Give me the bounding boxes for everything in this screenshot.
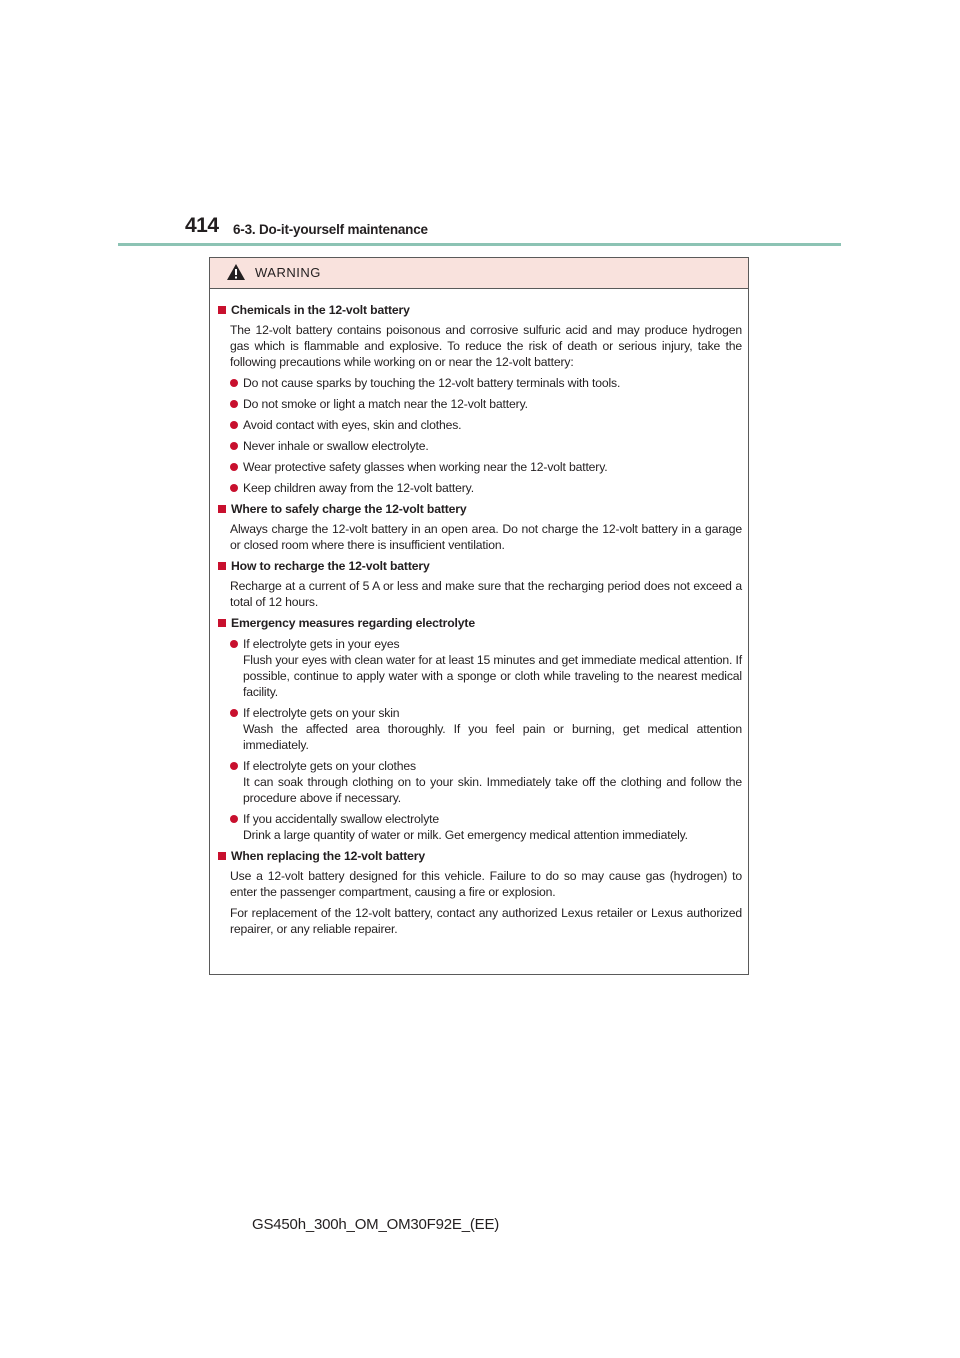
circle-bullet-icon [230,463,238,471]
list-item-text: Wear protective safety glasses when working near the 12-volt battery. [243,460,608,474]
list-item [230,705,742,753]
paragraph: The 12-volt battery contains poisonous and corrosive sulfuric acid and may produce hydrogen gas which is flammable and explosive. To reduce the risk of death or serious injury, take the following precautions while working on or near the 12-volt battery: [230,323,742,369]
list-item [230,636,742,700]
circle-bullet-icon [230,421,238,429]
list-item-title: If electrolyte gets on your clothes [243,759,416,773]
section-heading-text: Emergency measures regarding electrolyte [231,616,475,630]
list-item-text: Do not smoke or light a match near the 12-volt battery. [243,397,528,411]
square-bullet-icon [218,562,226,570]
header-rule [118,243,841,246]
section-heading [218,558,742,574]
list-item [230,438,742,454]
circle-bullet-icon [230,640,238,648]
circle-bullet-icon [230,709,238,717]
section-heading-text: Chemicals in the 12-volt battery [231,303,410,317]
list-item-title: If electrolyte gets on your skin [243,706,400,720]
list-item-text [243,705,742,753]
square-bullet-icon [218,306,226,314]
circle-bullet-icon [230,379,238,387]
paragraph: For replacement of the 12-volt battery, contact any authorized Lexus retailer or Lexus authorized repairer, or any reliable repairer. [230,906,742,936]
paragraph: Recharge at a current of 5 A or less and make sure that the recharging period does not exceed a total of 12 hours. [230,579,742,609]
circle-bullet-icon [230,442,238,450]
paragraph: Always charge the 12-volt battery in an open area. Do not charge the 12-volt battery in a garage or closed room where there is insufficient ventilation. [230,522,742,552]
list-item [230,375,742,391]
circle-bullet-icon [230,815,238,823]
warning-triangle-icon [226,263,246,281]
warning-body [210,289,748,937]
section-heading [218,848,742,864]
list-item-body: Flush your eyes with clean water for at least 15 minutes and get immediate medical attention. If possible, continue to apply water with a sponge or cloth while traveling to the nearest medical facility. [243,653,742,699]
list-item-title: If you accidentally swallow electrolyte [243,812,440,826]
list-item [230,758,742,806]
list-item [230,480,742,496]
list-item-text: Avoid contact with eyes, skin and clothes. [243,418,462,432]
warning-title: WARNING [255,265,321,280]
section-title: 6-3. Do-it-yourself maintenance [233,222,428,237]
list-item-text [243,758,742,806]
list-item-body: It can soak through clothing on to your skin. Immediately take off the clothing and follow the procedure above if necessary. [243,775,742,805]
list-item-text [243,811,742,843]
list-item-text [243,636,742,700]
document-code: GS450h_300h_OM_OM30F92E_(EE) [252,1216,500,1233]
list-item [230,459,742,475]
warning-box [209,257,749,975]
section-heading [218,501,742,517]
warning-header [210,258,748,289]
paragraph: Use a 12-volt battery designed for this vehicle. Failure to do so may cause gas (hydrogen) to enter the passenger compartment, causing a fire or explosion. [230,869,742,899]
square-bullet-icon [218,852,226,860]
list-item [230,811,742,843]
square-bullet-icon [218,619,226,627]
circle-bullet-icon [230,484,238,492]
list-item-text: Never inhale or swallow electrolyte. [243,439,429,453]
section-heading-text: How to recharge the 12-volt battery [231,559,430,573]
section-heading [218,302,742,318]
section-heading [218,615,742,631]
list-item [230,417,742,433]
section-heading-text: When replacing the 12-volt battery [231,849,426,863]
section-heading-text: Where to safely charge the 12-volt battery [231,502,467,516]
list-item-text: Do not cause sparks by touching the 12-volt battery terminals with tools. [243,376,621,390]
list-item [230,396,742,412]
list-item-body: Drink a large quantity of water or milk. Get emergency medical attention immediately. [243,828,688,842]
page-number: 414 [185,214,219,237]
list-item-body: Wash the affected area thoroughly. If you feel pain or burning, get medical attention immediately. [243,722,742,752]
circle-bullet-icon [230,762,238,770]
list-item-text: Keep children away from the 12-volt battery. [243,481,474,495]
list-item-title: If electrolyte gets in your eyes [243,637,400,651]
circle-bullet-icon [230,400,238,408]
square-bullet-icon [218,505,226,513]
